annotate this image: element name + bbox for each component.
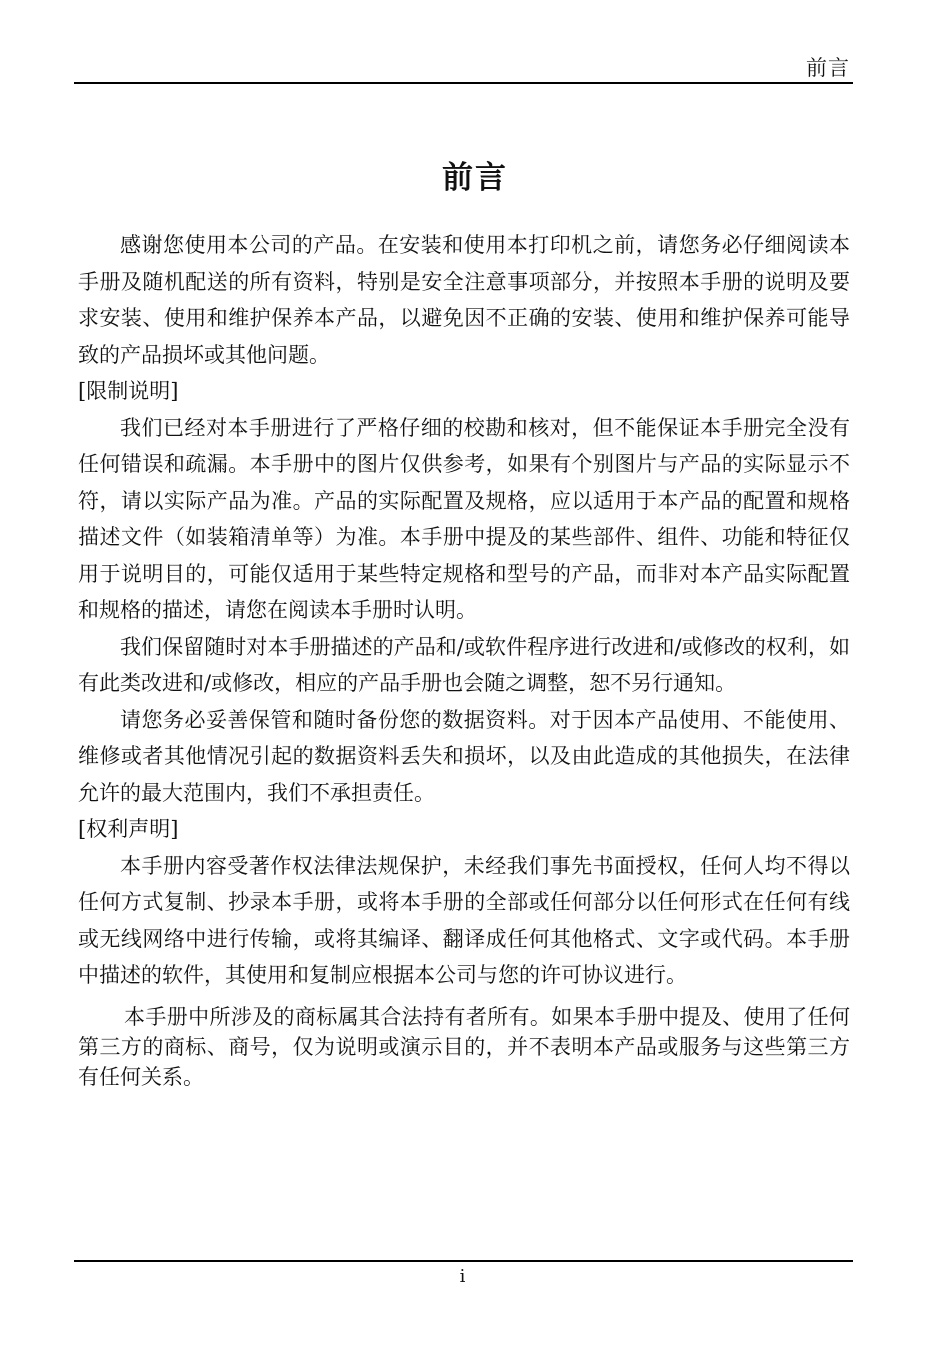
footer-rule bbox=[74, 1260, 853, 1262]
restrictions-paragraph-3: 请您务必妥善保管和随时备份您的数据资料。对于因本产品使用、不能使用、维修或者其他情况引起的数据资料丢失和损坏，以及由此造成的其他损失，在法律允许的最大范围内，我们不承担责任。 bbox=[78, 707, 850, 805]
restrictions-heading: [限制说明] bbox=[78, 379, 179, 403]
running-header: 前言 bbox=[806, 56, 850, 80]
rights-paragraph-1: 本手册内容受著作权法律法规保护，未经我们事先书面授权，任何人均不得以任何方式复制、抄录本手册，或将本手册的全部或任何部分以任何形式在任何有线或无线网络中进行传输，或将其编译、翻译成任何其他格式、文字或代码。本手册中描述的软件，其使用和复制应根据本公司与您的许可协议进行。 bbox=[78, 853, 850, 987]
rights-heading: [权利声明] bbox=[78, 817, 179, 841]
rights-paragraph-2: 本手册中所涉及的商标属其合法持有者所有。如果本手册中提及、使用了任何第三方的商标、商号，仅为说明或演示目的，并不表明本产品或服务与这些第三方有任何关系。 bbox=[78, 1004, 850, 1089]
page-title: 前言 bbox=[442, 160, 508, 196]
page-number: i bbox=[459, 1266, 466, 1287]
intro-paragraph: 感谢您使用本公司的产品。在安装和使用本打印机之前，请您务必仔细阅读本手册及随机配送的所有资料，特别是安全注意事项部分，并按照本手册的说明及要求安装、使用和维护保养本产品，以避免因不正确的安装、使用和维护保养可能导致的产品损坏或其他问题。 bbox=[78, 233, 850, 367]
document-body bbox=[78, 227, 850, 1092]
restrictions-paragraph-1: 我们已经对本手册进行了严格仔细的校勘和核对，但不能保证本手册完全没有任何错误和疏漏。本手册中的图片仅供参考，如果有个别图片与产品的实际显示不符，请以实际产品为准。产品的实际配置及规格，应以适用于本产品的配置和规格描述文件（如装箱清单等）为准。本手册中提及的某些部件、组件、功能和特征仅用于说明目的，可能仅适用于某些特定规格和型号的产品，而非对本产品实际配置和规格的描述，请您在阅读本手册时认明。 bbox=[78, 415, 850, 622]
header-rule bbox=[74, 82, 853, 84]
restrictions-paragraph-2: 我们保留随时对本手册描述的产品和/或软件程序进行改进和/或修改的权利，如有此类改进和/或修改，相应的产品手册也会随之调整，恕不另行通知。 bbox=[78, 634, 850, 695]
